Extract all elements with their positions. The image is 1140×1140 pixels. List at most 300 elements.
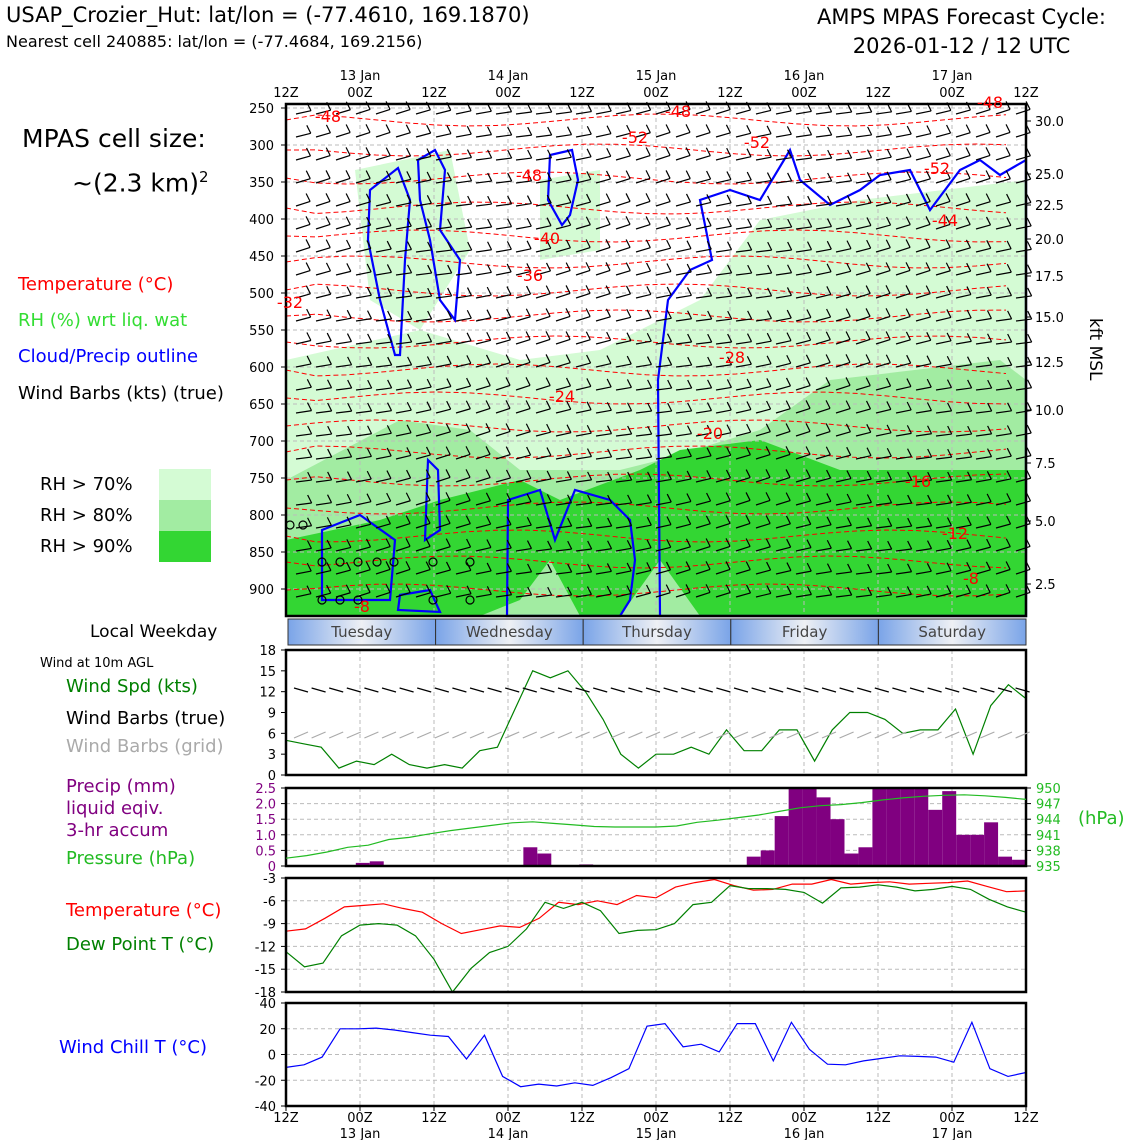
wind-barb-flag	[347, 287, 351, 295]
wind-barb-flag	[706, 125, 710, 133]
wind-barb-flag	[1006, 148, 1010, 156]
true-wind-barb	[382, 688, 396, 692]
wind-barb-staff	[636, 225, 650, 229]
top-time-tick: 00Z	[939, 86, 965, 101]
wind-barb	[676, 264, 691, 275]
wind-barb	[496, 241, 511, 252]
wind-barb-staff	[316, 271, 330, 275]
wind-barb-flag	[1028, 334, 1032, 342]
true-wind-barb	[822, 688, 836, 692]
wind-barb-staff	[376, 109, 390, 114]
wind-barb-flag	[986, 147, 990, 155]
wind-barb-flag	[427, 125, 431, 133]
wind10-ytick-label: 9	[267, 706, 276, 722]
wind-barb	[576, 262, 590, 275]
top-time-tick: 12Z	[717, 86, 743, 101]
wind-barb-staff	[756, 204, 772, 206]
wind-barb	[596, 126, 611, 137]
wind-barb-staff	[476, 250, 492, 252]
precip-precip-bar	[803, 788, 817, 866]
wind-barb-staff	[716, 250, 732, 252]
wind-barb-flag	[488, 242, 492, 250]
pressure-tick-label: 750	[249, 472, 274, 487]
wind-barb	[496, 150, 512, 160]
temp-panel-label: Temperature (°C)	[66, 900, 222, 921]
wind-barb-staff	[616, 111, 631, 114]
temperature-contour-label: -8	[354, 597, 370, 616]
wind-barb	[576, 332, 590, 344]
true-wind-barb	[875, 688, 889, 692]
wind-barb-staff	[996, 132, 1010, 137]
weekday-label-4: Saturday	[918, 623, 987, 641]
wind-barb-staff	[616, 271, 630, 275]
wind-barb	[616, 263, 630, 275]
wind-barb	[656, 264, 671, 275]
wind-barb	[996, 124, 1010, 137]
wind-barb-flag	[787, 126, 791, 134]
wind-barb-staff	[296, 156, 311, 160]
wind-barb-flag	[1027, 195, 1031, 203]
wind-barb-flag	[306, 193, 310, 201]
wind-barb-staff	[556, 135, 572, 137]
cycle-line-1: AMPS MPAS Forecast Cycle:	[817, 5, 1106, 29]
wind-barb-staff	[496, 227, 512, 229]
wind-barb-flag	[468, 173, 472, 181]
wind-barb-staff	[696, 109, 710, 114]
pressure-tick-label: 500	[249, 287, 274, 302]
wind-barb	[336, 147, 350, 160]
wind-barb-staff	[776, 111, 791, 114]
wind-barb-staff	[476, 158, 492, 160]
wind-barb	[336, 170, 350, 183]
cell-size-number: ~(2.3 km)	[72, 168, 199, 198]
wind-barb-flag	[566, 331, 570, 339]
wind-barb	[836, 150, 852, 160]
wind-barb-staff	[516, 317, 530, 321]
wind-barb-flag	[686, 124, 690, 132]
wind-barb	[716, 148, 731, 160]
wind-barb-flag	[307, 148, 311, 156]
wind-barb-flag	[347, 263, 351, 271]
pressure-tick-label: 350	[249, 176, 274, 191]
wind-barb-flag	[406, 125, 410, 133]
wind-barb-flag	[606, 216, 610, 224]
grid-wind-barb	[840, 732, 854, 738]
temperature-contour-label: -48	[314, 107, 342, 126]
wind-barb	[476, 127, 492, 137]
wind-barb-flag	[607, 148, 611, 156]
wind-barb	[576, 285, 590, 298]
wind-barb-flag	[986, 170, 990, 178]
wind-barb	[456, 310, 471, 321]
wind-barb-flag	[767, 173, 771, 181]
wind-barb-staff	[656, 132, 670, 137]
wind-barb-staff	[656, 225, 670, 229]
wind-barb-flag	[666, 170, 670, 178]
wind-barb	[296, 239, 310, 252]
wind-barb-flag	[407, 148, 411, 156]
wind-barb-staff	[936, 133, 951, 137]
wind-barb-flag	[447, 126, 451, 134]
pressure-tick-label: 700	[249, 435, 274, 450]
wind-barb-staff	[516, 249, 531, 252]
wind-barb	[836, 104, 852, 114]
wind-barb-flag	[607, 332, 611, 340]
wind-barb-flag	[1006, 124, 1010, 132]
wind-barb-staff	[736, 203, 751, 206]
wind-barb-staff	[296, 201, 310, 206]
wind-barb-flag	[686, 171, 690, 179]
wind-barb	[856, 127, 872, 137]
wind-barb	[816, 104, 832, 114]
true-wind-barb	[716, 688, 730, 692]
temperature-contour-label: -48	[664, 102, 692, 121]
wind-barb-staff	[576, 134, 591, 137]
wind-barb-staff	[496, 112, 512, 114]
grid-wind-barb	[892, 732, 906, 738]
legend-rh: RH (%) wrt liq. wat	[18, 310, 188, 331]
wind-barb-staff	[996, 156, 1010, 160]
wind-barb	[536, 127, 552, 137]
wind-barb	[676, 124, 690, 137]
wind-barb-flag	[327, 333, 331, 341]
wind-barb-flag	[368, 311, 372, 319]
wind-barb	[436, 126, 451, 137]
wind-barb-flag	[768, 196, 772, 204]
wind-barb	[456, 173, 472, 183]
wind-barb-staff	[676, 202, 690, 206]
temperature-contour-label: -44	[931, 211, 959, 230]
wind-barb	[556, 263, 570, 275]
wind-barb-staff	[596, 156, 611, 160]
wind-barb	[1016, 125, 1030, 137]
wind-barb	[456, 126, 471, 137]
wind-barb-flag	[1028, 288, 1032, 296]
pressure-axis-label: 944	[1036, 813, 1061, 829]
wind-barb-staff	[296, 247, 310, 252]
wind-barb-staff	[456, 134, 471, 137]
bottom-date-label: 13 Jan	[339, 1127, 381, 1140]
wind-barb-flag	[487, 310, 491, 318]
wind-barb	[476, 264, 491, 275]
wind-barb-staff	[676, 132, 690, 137]
true-wind-barb	[312, 688, 326, 692]
wind-barb-staff	[716, 133, 730, 137]
wind-barb-flag	[347, 334, 351, 342]
wind-barb-flag	[488, 219, 492, 227]
grid-wind-barb	[364, 732, 378, 738]
wind-barb	[856, 104, 872, 114]
wind-barb-staff	[676, 249, 691, 252]
wind-barb-staff	[716, 156, 731, 160]
wind-barb-staff	[476, 204, 492, 206]
wind-barb-staff	[656, 202, 670, 206]
wind-barb	[836, 127, 852, 137]
top-time-tick: 00Z	[347, 86, 373, 101]
wind-barb-flag	[586, 332, 590, 340]
grid-wind-barb	[417, 732, 431, 738]
true-wind-barb	[734, 688, 748, 692]
chill-ytick-label: 0	[267, 1048, 276, 1064]
weekday-label: Local Weekday	[90, 622, 218, 642]
wind-barb	[656, 287, 671, 298]
wind-barb-flag	[606, 286, 610, 294]
bottom-date-label: 15 Jan	[635, 1127, 677, 1140]
true-wind-barb	[540, 688, 554, 692]
pressure-tick-label: 550	[249, 324, 274, 339]
wind-barb-staff	[436, 319, 452, 321]
wind-barb	[496, 264, 511, 275]
wind-barb	[376, 148, 390, 160]
wind-barb-flag	[626, 216, 630, 224]
wind-barb-flag	[326, 216, 330, 224]
wind-barb-staff	[596, 270, 610, 275]
wind-barb-staff	[336, 225, 350, 229]
nearest-cell-line: Nearest cell 240885: lat/lon = (-77.4684, 169.2156)	[6, 32, 423, 51]
bottom-date-label: 16 Jan	[783, 1127, 825, 1140]
true-wind-barb	[840, 688, 854, 692]
wind-barb-staff	[436, 110, 451, 114]
wind-barb	[636, 263, 651, 275]
wind-barb-flag	[606, 239, 610, 247]
wind-barb-staff	[776, 134, 791, 137]
wind-barb-staff	[676, 225, 691, 229]
wind-barb-staff	[896, 111, 911, 114]
wind-barb-flag	[327, 310, 331, 318]
wind-barb	[336, 194, 350, 206]
grid-wind-barb	[312, 732, 326, 738]
wind-barb-flag	[527, 218, 531, 226]
kft-tick-label: 2.5	[1035, 578, 1056, 593]
kft-tick-label: 12.5	[1035, 356, 1064, 371]
wind-barb-flag	[468, 265, 472, 273]
wind-barb-flag	[548, 127, 552, 135]
top-time-tick: 00Z	[495, 86, 521, 101]
temperature-contour-label: -8	[963, 569, 979, 588]
grid-wind-barb	[452, 732, 466, 738]
wind-barb	[516, 150, 532, 160]
bottom-time-tick: 12Z	[717, 1111, 743, 1126]
wind-barb-staff	[576, 293, 590, 298]
wind-barb-staff	[356, 319, 372, 321]
true-wind-barb	[400, 688, 414, 692]
true-wind-barb	[980, 688, 994, 692]
legend-cloud: Cloud/Precip outline	[18, 346, 199, 367]
precip-precip-bar	[537, 854, 551, 866]
wind-barb-staff	[296, 133, 311, 137]
wind-barb-staff	[936, 179, 950, 183]
wind-barb	[336, 287, 351, 298]
wind-barb	[516, 104, 532, 114]
wind-barb-flag	[326, 125, 330, 133]
grid-wind-barb	[734, 732, 748, 738]
wind-barb-flag	[546, 263, 550, 271]
wind-barb-staff	[816, 135, 832, 137]
wind-barb	[736, 219, 752, 229]
wind-barb	[976, 124, 990, 137]
wind-barb	[716, 125, 730, 137]
rh70-upper-left	[355, 150, 470, 330]
wind-barb	[656, 240, 671, 252]
wind-barb-staff	[356, 155, 370, 160]
wind-barb	[616, 309, 631, 321]
wind-barb	[396, 148, 411, 160]
grid-wind-barb	[540, 732, 554, 738]
wind-barb	[756, 173, 771, 183]
wind-barb	[596, 148, 611, 160]
pressure-tick-label: 800	[249, 509, 274, 524]
temperature-contour-label: -20	[696, 424, 724, 443]
pressure-axis-label: 941	[1036, 828, 1061, 844]
wind-barb	[496, 196, 512, 206]
wind-barb-staff	[736, 110, 750, 114]
wind-barb-flag	[828, 127, 832, 135]
wind-barb	[416, 125, 431, 137]
grid-wind-barb	[558, 732, 572, 738]
wind-barb-flag	[666, 147, 670, 155]
wind-barb-staff	[696, 273, 711, 275]
wind-barb-staff	[676, 272, 691, 275]
wind-barb-staff	[336, 155, 350, 160]
weekday-label-2: Thursday	[622, 623, 692, 641]
wind-barb	[496, 219, 512, 229]
pressure-axis-label: 935	[1036, 860, 1061, 875]
true-wind-barb	[769, 688, 783, 692]
precip-ytick-label: 1.5	[255, 813, 276, 829]
wind-barb-flag	[848, 150, 852, 158]
wind-barb	[556, 127, 572, 137]
wind-barb-staff	[856, 135, 872, 137]
wind-barb-staff	[476, 272, 491, 275]
wind-barb	[336, 125, 350, 137]
true-wind-barb	[347, 688, 361, 692]
dew-panel-label: Dew Point T (°C)	[66, 934, 215, 955]
wind-barb-staff	[596, 134, 611, 137]
grid-wind-barb	[400, 732, 414, 738]
wind-barb-staff	[856, 112, 872, 114]
wind-barb-flag	[1028, 311, 1032, 319]
true-wind-barb	[505, 688, 519, 692]
precip-precip-bar	[942, 791, 956, 866]
wind-barb-flag	[606, 171, 610, 179]
wind-barb	[816, 127, 832, 137]
wind-barb	[316, 240, 330, 252]
legend-rh70-label: RH > 70%	[40, 474, 133, 495]
true-wind-barb	[857, 688, 871, 692]
temp-ytick-label: -3	[263, 872, 276, 887]
wind-barb	[296, 216, 310, 229]
wind-barb-flag	[346, 147, 350, 155]
true-wind-barb	[435, 688, 449, 692]
wind-barb	[636, 310, 651, 321]
grid-wind-barb	[294, 732, 308, 738]
wind-barb-flag	[927, 126, 931, 134]
wind-barb-flag	[647, 286, 651, 294]
pressure-tick-label: 850	[249, 546, 274, 561]
grid-wind-barb	[787, 732, 801, 738]
wind-barb	[316, 193, 330, 206]
temperature-contour-label: -32	[276, 293, 304, 312]
wind-barb-staff	[756, 110, 771, 114]
wind-barb-staff	[516, 135, 532, 137]
kft-tick-label: 7.5	[1035, 457, 1056, 472]
top-date-label: 17 Jan	[931, 69, 973, 84]
true-wind-barb	[611, 688, 625, 692]
wind-barb-staff	[656, 272, 671, 275]
wind-barb	[516, 196, 531, 206]
pressure-tick-label: 650	[249, 398, 274, 413]
wind-barb-staff	[736, 157, 751, 160]
top-time-tick: 12Z	[1013, 86, 1039, 101]
wind-barb-staff	[976, 155, 990, 160]
wind-barb-flag	[626, 239, 630, 247]
wind-barb-flag	[808, 196, 812, 204]
wind-barb	[736, 172, 751, 183]
wind-barb-flag	[587, 126, 591, 134]
wind-barb-staff	[616, 294, 630, 298]
chill-ytick-label: 20	[259, 1022, 276, 1038]
wind-barb-staff	[336, 202, 350, 206]
true-wind-barb	[294, 688, 308, 692]
true-wind-barb	[699, 688, 713, 692]
pressure-tick-label: 400	[249, 213, 274, 228]
pressure-tick-label: 300	[249, 139, 274, 154]
wind-barb-flag	[646, 148, 650, 156]
temperature-contour-label: -12	[941, 524, 969, 543]
true-wind-barb	[910, 688, 924, 692]
wind-barb-staff	[596, 111, 611, 114]
wind-barb-staff	[536, 339, 550, 344]
true-wind-barb	[928, 688, 942, 692]
wind-barb-flag	[488, 127, 492, 135]
wind-barb-flag	[527, 196, 531, 204]
wind10-ytick-label: 6	[267, 727, 276, 743]
wind10-ytick-label: 18	[259, 644, 276, 659]
wind-barb	[896, 149, 911, 160]
cell-size-exponent: 2	[199, 168, 209, 186]
temperature-contour-label: -36	[516, 266, 544, 285]
wind-barb-staff	[536, 135, 552, 137]
wind-barb-staff	[476, 111, 491, 114]
wind-barb-staff	[316, 318, 331, 321]
grid-wind-barb	[329, 732, 343, 738]
grid-wind-barb	[646, 732, 660, 738]
wind-barb	[476, 242, 492, 252]
wind-barb	[336, 310, 351, 321]
wind-barb-flag	[848, 127, 852, 135]
wind-barb-flag	[346, 217, 350, 225]
wind-barb-staff	[576, 340, 590, 344]
grid-wind-barb	[910, 732, 924, 738]
true-wind-barb	[752, 688, 766, 692]
wind-barb-flag	[566, 285, 570, 293]
wind-barb-flag	[606, 194, 610, 202]
wind-barb-flag	[966, 147, 970, 155]
wind-barb-flag	[526, 332, 530, 340]
precip-precip-bar	[900, 788, 914, 866]
wind-barb-staff	[476, 135, 492, 137]
wind-barb	[336, 263, 351, 275]
grid-wind-barb	[980, 732, 994, 738]
wind-barb	[516, 309, 530, 321]
precip-precip-bar	[956, 835, 970, 866]
wind-barb-staff	[296, 317, 311, 321]
wind-barb	[676, 194, 690, 206]
wind-barb	[536, 286, 550, 298]
wind-barb	[316, 333, 331, 344]
wind-barb-staff	[696, 133, 710, 137]
wind-barb-flag	[788, 173, 792, 181]
